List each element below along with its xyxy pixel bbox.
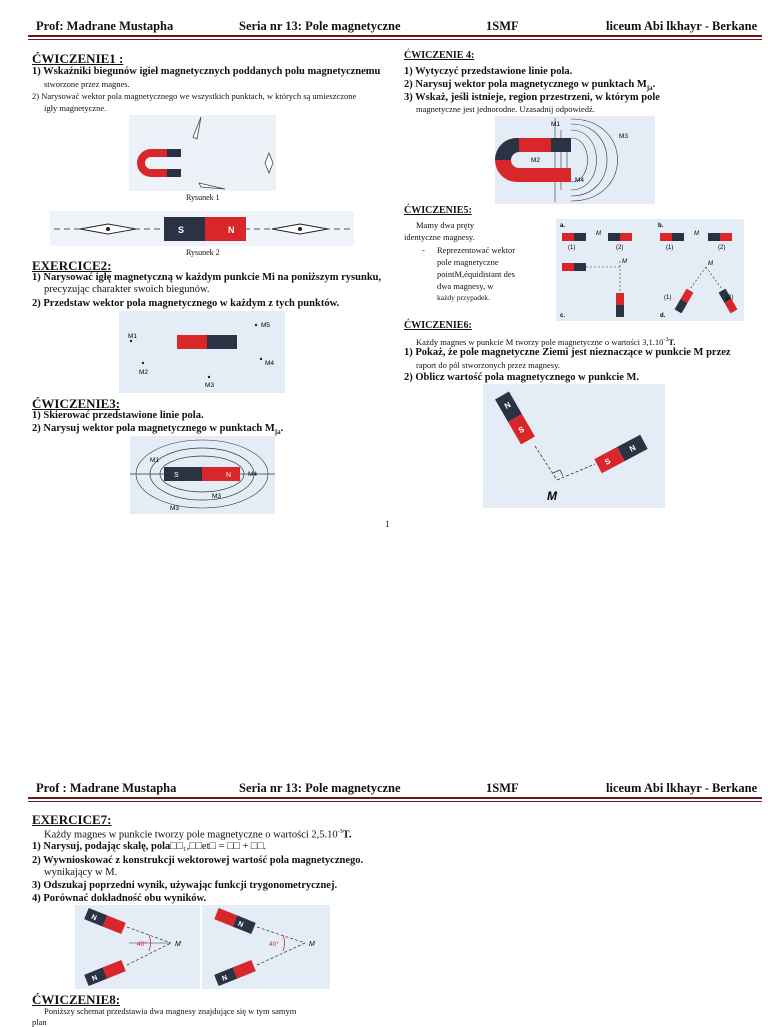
ex6-q2: 2) Oblicz wartość pola magnetycznego w punkcie M. (404, 372, 640, 383)
ex4-title: ĆWICZENIE 4: (404, 50, 475, 61)
figure-ex7 (75, 905, 330, 989)
point-m5: M5 (261, 322, 271, 329)
ex5-b3: pointM,équidistant des (437, 269, 515, 279)
horseshoe-pole-top (167, 149, 181, 157)
ex8-l1: Poniższy schemat przedstawia dwa magnesy znajdujące się w tym samym (44, 1006, 297, 1016)
ex5-l2: identyczne magnesy. (404, 232, 475, 242)
figure-ex2 (119, 311, 285, 393)
ex7-l-n2: N (91, 974, 99, 983)
ex4-m3: M3 (619, 133, 629, 140)
ex3-pole-n: N (226, 472, 232, 479)
figure-ex5 (556, 219, 744, 321)
header2-level: 1SMF (486, 781, 519, 795)
ex5-title: ĆWICZENIE5: (404, 205, 472, 216)
header2-rule (28, 797, 762, 799)
bar-magnet-dark (164, 467, 202, 481)
ex7-r-angle: 40° (269, 941, 279, 948)
ex7-q2: 2) Wywnioskować z konstrukcji wektorowej wartość pola magnetycznego. (32, 855, 364, 866)
ex1-title: ĆWICZENIE1 : (32, 51, 124, 66)
header-level: 1SMF (486, 19, 519, 33)
ex6-n1: N (502, 400, 513, 411)
fig5-label-c: c. (560, 313, 566, 319)
header-rule-thin (28, 39, 762, 40)
ex1-q1b: stworzone przez magnes. (44, 79, 130, 89)
bar-magnet-n (205, 217, 246, 241)
ex3-m3: M3 (212, 493, 222, 500)
fig5-b-m: M (694, 231, 699, 237)
ex3-q1: 1) Skierować przedstawione linie pola. (32, 410, 204, 421)
figure-ex4 (495, 116, 655, 204)
ex5-dash: - (422, 245, 425, 255)
fig5-a-m: M (596, 231, 601, 237)
ex2-q1b: precyzując charakter swoich biegunów. (44, 284, 210, 295)
header-rule (28, 35, 762, 37)
ex4-q3: 3) Wskaż, jeśli istnieje, region przestrzeni, w którym pole (404, 92, 660, 103)
fig5-b1: (1) (666, 245, 674, 251)
ex7-q1: 1) Narysuj, podając skalę, pola□□₁,□□et□ = □□ + □□. (32, 841, 267, 852)
fig5-d1: (1) (664, 295, 672, 301)
ex2-title: EXERCICE2: (32, 258, 112, 273)
header-author: Prof: Madrane Mustapha (36, 19, 174, 33)
ex5-b2: pole magnetyczne (437, 257, 499, 267)
ex8-title: ĆWICZENIE8: (32, 992, 121, 1007)
header2-series: Seria nr 13: Pole magnetyczne (239, 781, 401, 795)
ex7-right-diagram (214, 908, 315, 986)
needle-right-pivot (298, 227, 302, 231)
figure-2-caption: Rysunek 2 (186, 248, 220, 257)
ex1-q2b: igły magnetyczne. (44, 103, 107, 113)
ex4-m4: M4 (575, 177, 585, 184)
point-m2: M2 (139, 369, 149, 376)
bar-magnet-dark (207, 335, 237, 349)
ex3-pole-s: S (174, 472, 179, 479)
ex6-q1b: raport do pól stworzonych przez magnesy. (416, 360, 560, 370)
bar-magnet-red (177, 335, 207, 349)
ex6-point-m: M (547, 489, 557, 503)
ex4-q1: 1) Wytyczyć przedstawione linie pola. (404, 66, 573, 77)
bar-magnet-red (202, 467, 240, 481)
fig5-a2: (2) (616, 245, 624, 251)
ex6-intro: Każdy magnes w punkcie M tworzy pole magnetyczne o wartości $3,1.10^{-3}T$. (416, 336, 676, 347)
ex5-b1: Reprezentować wektor (437, 245, 516, 255)
ex5-b4: dwa magnesy, w (437, 281, 494, 291)
ex5-l1: Mamy dwa pręty (416, 220, 475, 230)
header2-author: Prof : Madrane Mustapha (36, 781, 177, 795)
ex4-q2: 2) Narysuj wektor pola magnetycznego w punktach $M_{ja}$. (404, 79, 656, 93)
fig5-d2: (2) (726, 295, 734, 301)
page-number: 1 (385, 519, 390, 529)
needle-right-icon (265, 153, 273, 173)
horseshoe-dark-part (495, 138, 519, 160)
fig5-label-a: a. (560, 223, 566, 229)
ex8-l2: plan (32, 1017, 47, 1027)
header-school: liceum Abi lkhayr - Berkane (606, 19, 758, 33)
ex7-r-n1: N (236, 920, 245, 930)
needle-bottom-icon (199, 183, 225, 189)
ex1-q1: 1) Wskaźniki biegunów igieł magnetycznych poddanych polu magnetycznemu (32, 66, 381, 77)
ex3-title: ĆWICZENIE3: (32, 396, 121, 411)
ex4-m1: M1 (551, 121, 561, 128)
ex7-q4: 4) Porównać dokładność obu wyników. (32, 893, 207, 904)
horseshoe-pole-top (551, 138, 571, 152)
ex7-r-n2: N (221, 974, 229, 983)
ex2-q2: 2) Przedstaw wektor pola magnetycznego w każdym z tych punktów. (32, 298, 340, 309)
ex7-q3: 3) Odszukaj poprzedni wynik, używając funkcji trygonometrycznej. (32, 880, 338, 891)
header2-school: liceum Abi lkhayr - Berkane (606, 781, 758, 795)
fig5-a1: (1) (568, 245, 576, 251)
fig5-b2: (2) (718, 245, 726, 251)
figure-1 (129, 115, 276, 191)
figure-2 (50, 211, 354, 246)
ex7-q2b: wynikający w M. (44, 867, 118, 878)
ex6-title: ĆWICZENIE6: (404, 320, 472, 331)
ex7-r-m: M (309, 941, 315, 948)
pole-n-label: N (228, 225, 235, 235)
ex7-title: EXERCICE7: (32, 812, 112, 827)
header-series: Seria nr 13: Pole magnetyczne (239, 19, 401, 33)
fig5-label-d: d. (660, 313, 666, 319)
ex7-l-m: M (175, 941, 181, 948)
ex1-q2: 2) Narysować wektor pola magnetycznego we wszystkich punktach, w których są umieszczone (32, 91, 357, 101)
point-m4: M4 (265, 360, 275, 367)
ex6-s2: S (603, 456, 613, 467)
header2-rule-thin (28, 801, 762, 802)
pole-s-label: S (178, 225, 185, 235)
needle-left-pivot (106, 227, 110, 231)
ex3-m4: M4 (248, 471, 258, 478)
figure-1-caption: Rysunek 1 (186, 193, 220, 202)
ex4-m2: M2 (531, 157, 541, 164)
ex3-q2: 2) Narysuj wektor pola magnetycznego w punktach $M_{ja}$. (32, 423, 284, 437)
ex7-intro: Każdy magnes w punkcie tworzy pole magnetyczne o wartości $2,5.10^{-3}T$. (44, 829, 352, 841)
bar-magnet-s (164, 217, 205, 241)
ex6-n2: N (627, 443, 638, 454)
ex3-m1: M1 (150, 457, 160, 464)
horseshoe-pole-bottom (167, 169, 181, 177)
ex5-b5: każdy przypadek. (437, 293, 490, 302)
ex3-m3b: M3 (170, 505, 180, 512)
ex7-l-angle: 40° (137, 941, 147, 948)
ex4-q3b: magnetyczne jest jednorodne. Uzasadnij odpowiedź. (416, 104, 595, 114)
ex2-q1: 1) Narysować igłę magnetyczną w każdym punkcie Mi na poniższym rysunku, (32, 272, 382, 283)
point-m1: M1 (128, 333, 138, 340)
fig5-c-m: M (622, 259, 627, 265)
needle-top-icon (193, 117, 201, 139)
fig5-label-b: b. (658, 223, 664, 229)
fig5-d-m: M (708, 261, 713, 267)
ex6-s1: S (516, 424, 527, 436)
figure-ex6 (483, 384, 665, 508)
ex6-q1: 1) Pokaż, że pole magnetyczne Ziemi jest nieznaczące w punkcie M przez (404, 347, 731, 358)
ex7-left-diagram (84, 908, 181, 986)
ex7-l-n1: N (90, 913, 98, 923)
figure-ex3 (130, 436, 275, 514)
point-m3: M3 (205, 382, 215, 389)
